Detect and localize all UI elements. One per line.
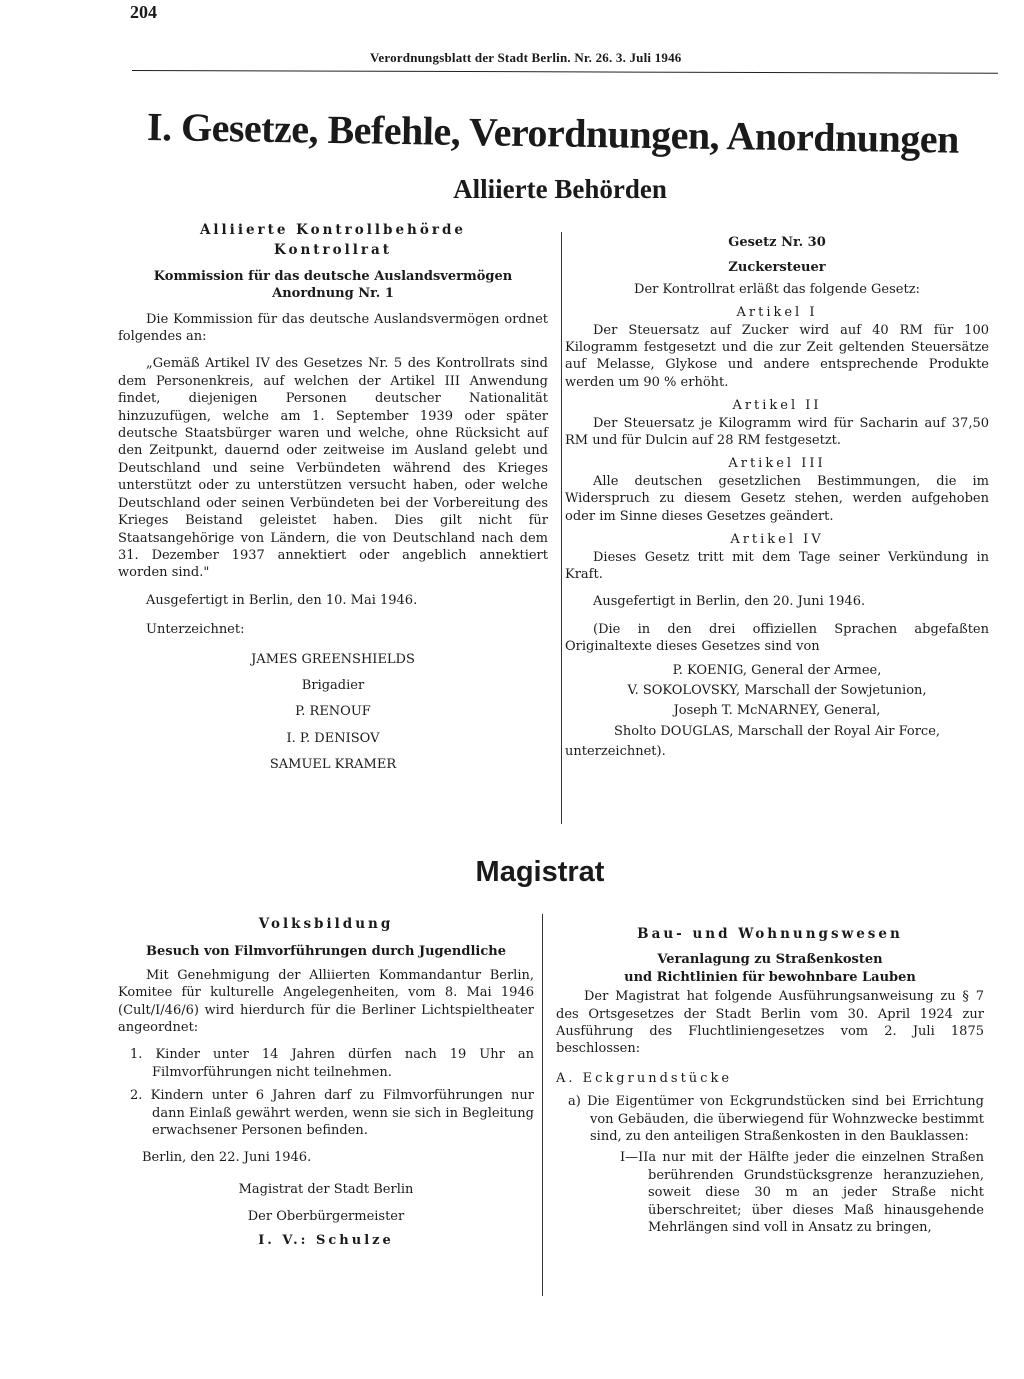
- mayor-signature: Der Oberbürgermeister: [247, 1209, 405, 1225]
- list-item: [118, 1046, 534, 1081]
- section-a-item: a) Die Eigentümer von Eckgrundstücken sind bei Errichtung von Gebäuden, die überwiegend für Wohnzwecke bestimmt sind, zu den anteiligen Straßenkosten in den Bauklassen:: [568, 1094, 984, 1145]
- page-title: I. Gesetze, Befehle, Verordnungen, Anordnungen: [146, 104, 960, 162]
- right-bottom-column: [556, 926, 984, 1237]
- law-title: Zuckersteuer: [728, 260, 826, 276]
- org-subname: Kontrollrat: [274, 242, 392, 259]
- header-rule: [132, 70, 998, 74]
- signatory: SAMUEL KRAMER: [269, 757, 397, 773]
- film-heading: Besuch von Filmvorführungen durch Jugendliche: [146, 944, 506, 960]
- column-divider: [561, 232, 562, 824]
- law-intro: Der Kontrollrat erläßt das folgende Gesetz:: [634, 281, 920, 297]
- article-label: Artikel IV: [730, 532, 824, 548]
- section-a-heading: A. Eckgrundstücke: [556, 1070, 733, 1086]
- list-number: 1.: [130, 1047, 143, 1063]
- signatory: P. RENOUF: [295, 704, 371, 720]
- department-volksbildung: Volksbildung: [258, 916, 394, 932]
- bau-heading: Veranlagung zu Straßenkosten: [657, 952, 883, 968]
- law-signatory: P. KOENIG, General der Armee,: [672, 662, 882, 678]
- law-signatory: Sholto DOUGLAS, Marschall der Royal Air Force,: [613, 723, 941, 739]
- film-intro: Mit Genehmigung der Alliierten Kommandantur Berlin, Komitee für kulturelle Angelegenheiten, vom 8. Mai 1946 (Cult/I/46/6) wird hierdurch für die Berliner Lichtspieltheater angeordnet:: [118, 967, 534, 1036]
- law-signed-end: unterzeichnet).: [565, 744, 666, 760]
- section-heading-magistrat: Magistrat: [475, 856, 605, 888]
- article-label: Artikel III: [728, 456, 826, 472]
- org-name: Alliierte Kontrollbehörde: [199, 222, 467, 238]
- section-heading-allied: Alliierte Behörden: [453, 174, 667, 204]
- left-top-column: [118, 222, 548, 774]
- list-text: Kinder unter 14 Jahren dürfen nach 19 Uhr an Filmvorführungen nicht teilnehmen.: [152, 1047, 534, 1080]
- order-issued: Ausgefertigt in Berlin, den 10. Mai 1946.: [146, 592, 418, 608]
- article-text: Der Steuersatz je Kilogramm wird für Sacharin auf 37,50 RM und für Dulcin auf 28 RM festgesetzt.: [565, 415, 989, 449]
- law-signatory: Joseph T. McNARNEY, General,: [673, 703, 881, 719]
- law-number: Gesetz Nr. 30: [728, 235, 826, 250]
- order-intro: Die Kommission für das deutsche Auslandsvermögen ordnet folgendes an:: [118, 311, 548, 345]
- signatories: [118, 651, 548, 774]
- magistrat-signature: Magistrat der Stadt Berlin: [238, 1181, 414, 1197]
- order-heading: Anordnung Nr. 1: [272, 286, 394, 302]
- section-a-subitem: I—IIa nur mit der Hälfte jeder die einzelnen Straßen berührenden Grundstücksgrenze heranzuziehen, soweit diese 30 m an jeder Straße nicht überschreitet; über dieses Maß hinausgehende Mehrlängen sind voll in Ansatz zu bringen,: [620, 1150, 984, 1236]
- law-signatory: V. SOKOLOVSKY, Marschall der Sowjetunion,: [627, 682, 927, 698]
- bau-intro: Der Magistrat hat folgende Ausführungsanweisung zu § 7 des Ortsgesetzes der Stadt Berlin vom 30. April 1924 zur Ausführung des Fluchtliniengesetzes vom 2. Juli 1875 beschlossen:: [556, 989, 984, 1057]
- law-signed-intro: (Die in den drei offiziellen Sprachen abgefaßten Originaltexte dieses Gesetzes sind von: [565, 621, 989, 655]
- commission-heading: Kommission für das deutsche Auslandsvermögen: [153, 268, 513, 284]
- signatory: JAMES GREENSHIELDS: [251, 651, 415, 667]
- left-bottom-column: [118, 916, 534, 1249]
- list-item: [118, 1087, 534, 1139]
- law-issued: Ausgefertigt in Berlin, den 20. Juni 1946.: [593, 594, 866, 610]
- article-label: Artikel I: [736, 305, 818, 321]
- page-number: 204: [130, 2, 157, 22]
- article-label: Artikel II: [732, 398, 822, 414]
- list-text: Kindern unter 6 Jahren darf zu Filmvorführungen nur dann Einlaß gewährt werden, wenn sie sich in Begleitung erwachsener Personen befinden.: [150, 1088, 534, 1139]
- right-top-column: [565, 234, 989, 761]
- film-date: Berlin, den 22. Juni 1946.: [142, 1150, 312, 1166]
- running-title: Verordnungsblatt der Stadt Berlin. Nr. 26. 3. Juli 1946: [370, 50, 682, 65]
- bau-subheading: und Richtlinien für bewohnbare Lauben: [624, 969, 916, 985]
- article-text: Alle deutschen gesetzlichen Bestimmungen, die im Widerspruch zu diesem Gesetz stehen, werden aufgehoben oder im Sinne dieses Gesetzes geändert.: [565, 473, 989, 524]
- signatory: I. P. DENISOV: [286, 730, 380, 746]
- signer-name: I. V.: Schulze: [258, 1232, 394, 1248]
- signed-label: Unterzeichnet:: [146, 622, 245, 638]
- column-divider: [542, 914, 543, 1296]
- list-number: 2.: [130, 1088, 143, 1104]
- signatory: Brigadier: [301, 677, 365, 693]
- article-text: Dieses Gesetz tritt mit dem Tage seiner Verkündung in Kraft.: [565, 549, 989, 582]
- department-bauwesen: Bau- und Wohnungswesen: [637, 926, 903, 942]
- order-quote: „Gemäß Artikel IV des Gesetzes Nr. 5 des Kontrollrats sind dem Personenkreis, auf welchen der Artikel III Anwendung findet, diejenigen Personen deutscher Nationalität hinzuzufügen, welche am 1. September 1939 oder später deutsche Staatsbürger waren und welche, ohne Rücksicht auf den Zeitpunkt, dauernd oder zeitweise im Ausland gelebt und Deutschland und seine Verbündeten während des Krieges unterstützt oder zu unterstützen versucht haben, oder welche Deutschland oder seinen Verbündeten bei der Vorbereitung des Krieges Beistand geleistet haben. Dies gilt nicht für Staatsangehörige von Ländern, die von Deutschland nach dem 31. Dezember 1937 annektiert oder angeblich annektiert worden sind.": [118, 356, 548, 581]
- article-text: Der Steuersatz auf Zucker wird auf 40 RM für 100 Kilogramm festgesetzt und die zur Zeit geltenden Steuersätze auf Melasse, Glykose und andere entsprechende Produkte werden um 90 % erhöht.: [565, 322, 989, 390]
